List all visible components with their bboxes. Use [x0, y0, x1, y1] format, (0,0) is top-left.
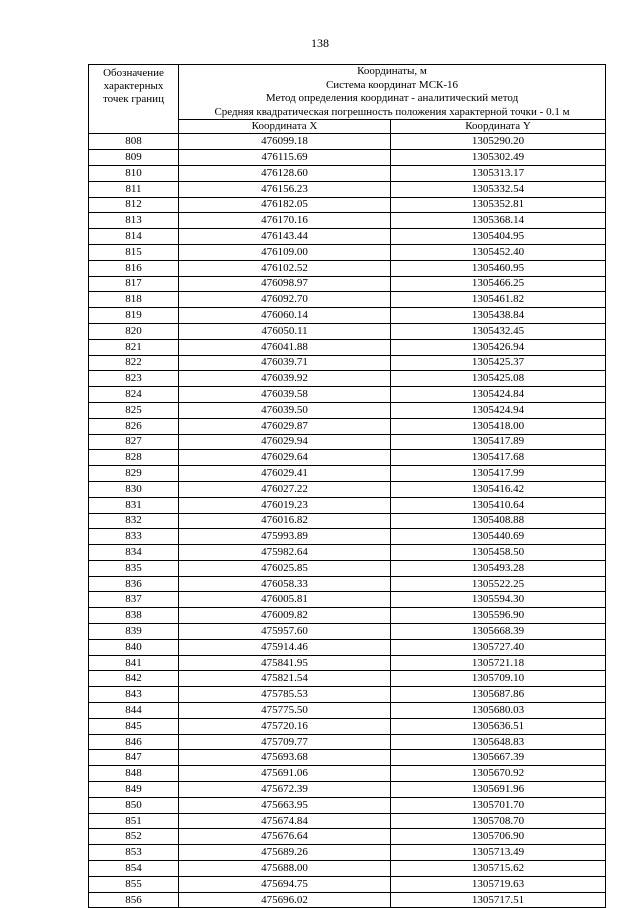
coordinate-x-cell: 475688.00 [179, 861, 391, 877]
coordinate-y-cell: 1305719.63 [391, 876, 606, 892]
coordinate-x-cell: 475674.84 [179, 813, 391, 829]
point-number-cell: 825 [89, 402, 179, 418]
table-row [89, 355, 606, 371]
point-number-cell: 820 [89, 323, 179, 339]
point-designation-header [89, 65, 179, 134]
coordinate-x-cell: 475693.68 [179, 750, 391, 766]
coordinate-x-cell: 476016.82 [179, 513, 391, 529]
coordinate-x-cell: 476182.05 [179, 197, 391, 213]
coordinate-x-cell: 475691.06 [179, 766, 391, 782]
point-number-cell: 818 [89, 292, 179, 308]
coordinate-y-cell: 1305404.95 [391, 229, 606, 245]
coordinates-unit-label: Координаты, м [357, 65, 427, 77]
coordinate-y-cell: 1305466.25 [391, 276, 606, 292]
coordinate-y-cell: 1305727.40 [391, 639, 606, 655]
coordinate-x-cell: 476019.23 [179, 497, 391, 513]
point-number-cell: 835 [89, 560, 179, 576]
coordinate-x-cell: 475785.53 [179, 687, 391, 703]
table-row [89, 260, 606, 276]
coordinate-x-cell: 476050.11 [179, 323, 391, 339]
coordinate-y-cell: 1305332.54 [391, 181, 606, 197]
point-number-cell: 841 [89, 655, 179, 671]
point-number-cell: 838 [89, 608, 179, 624]
coordinate-y-cell: 1305425.08 [391, 371, 606, 387]
coordinate-y-cell: 1305667.39 [391, 750, 606, 766]
coordinate-y-cell: 1305352.81 [391, 197, 606, 213]
coordinate-y-cell: 1305426.94 [391, 339, 606, 355]
header-text: точек границ [103, 93, 164, 105]
point-number-cell: 812 [89, 197, 179, 213]
coordinate-y-cell: 1305461.82 [391, 292, 606, 308]
point-number-cell: 848 [89, 766, 179, 782]
coordinate-y-cell: 1305668.39 [391, 624, 606, 640]
coordinate-x-cell: 475957.60 [179, 624, 391, 640]
coordinate-y-cell: 1305452.40 [391, 244, 606, 260]
coordinate-y-cell: 1305424.94 [391, 402, 606, 418]
coordinate-y-cell: 1305721.18 [391, 655, 606, 671]
coordinate-y-cell: 1305709.10 [391, 671, 606, 687]
point-number-cell: 832 [89, 513, 179, 529]
coordinate-x-cell: 476039.71 [179, 355, 391, 371]
point-number-cell: 829 [89, 466, 179, 482]
table-row [89, 450, 606, 466]
table-row [89, 387, 606, 403]
table-row [89, 718, 606, 734]
point-number-cell: 853 [89, 845, 179, 861]
table-row [89, 876, 606, 892]
coordinate-y-cell: 1305302.49 [391, 150, 606, 166]
point-number-cell: 822 [89, 355, 179, 371]
coordinate-x-cell: 476041.88 [179, 339, 391, 355]
point-number-cell: 809 [89, 150, 179, 166]
point-number-cell: 833 [89, 529, 179, 545]
header-text: Обозначение [103, 67, 164, 79]
table-row [89, 292, 606, 308]
coordinate-x-cell: 475982.64 [179, 545, 391, 561]
table-row [89, 750, 606, 766]
coordinate-x-cell: 476092.70 [179, 292, 391, 308]
table-row [89, 655, 606, 671]
coordinate-x-cell: 475696.02 [179, 892, 391, 908]
coordinate-y-cell: 1305408.88 [391, 513, 606, 529]
coordinate-y-cell: 1305691.96 [391, 782, 606, 798]
coordinate-x-cell: 476102.52 [179, 260, 391, 276]
coordinate-x-cell: 476099.18 [179, 134, 391, 150]
coordinate-x-cell: 476029.64 [179, 450, 391, 466]
table-row [89, 592, 606, 608]
point-number-cell: 850 [89, 797, 179, 813]
point-number-cell: 808 [89, 134, 179, 150]
coordinate-x-cell: 475709.77 [179, 734, 391, 750]
column-y-header: Координата Y [391, 120, 606, 134]
table-row [89, 576, 606, 592]
table-row [89, 323, 606, 339]
table-row [89, 497, 606, 513]
coordinate-y-cell: 1305417.68 [391, 450, 606, 466]
coordinate-y-cell: 1305687.86 [391, 687, 606, 703]
table-row [89, 861, 606, 877]
coordinate-y-cell: 1305425.37 [391, 355, 606, 371]
coordinate-y-cell: 1305417.99 [391, 466, 606, 482]
coordinate-x-cell: 475841.95 [179, 655, 391, 671]
point-number-cell: 837 [89, 592, 179, 608]
point-number-cell: 815 [89, 244, 179, 260]
point-number-cell: 840 [89, 639, 179, 655]
point-number-cell: 856 [89, 892, 179, 908]
coordinate-x-cell: 475993.89 [179, 529, 391, 545]
coordinate-x-cell: 476098.97 [179, 276, 391, 292]
point-number-cell: 844 [89, 703, 179, 719]
coordinate-y-cell: 1305596.90 [391, 608, 606, 624]
table-row [89, 671, 606, 687]
point-number-cell: 828 [89, 450, 179, 466]
coordinate-y-cell: 1305708.70 [391, 813, 606, 829]
coordinate-x-cell: 476039.92 [179, 371, 391, 387]
point-number-cell: 855 [89, 876, 179, 892]
coordinate-x-cell: 475720.16 [179, 718, 391, 734]
point-number-cell: 819 [89, 308, 179, 324]
header-row-main [89, 65, 606, 120]
table-row [89, 276, 606, 292]
table-row [89, 165, 606, 181]
table-row [89, 734, 606, 750]
table-row [89, 797, 606, 813]
page-number: 138 [311, 36, 329, 50]
table-row [89, 560, 606, 576]
table-row [89, 418, 606, 434]
coordinate-x-cell: 476156.23 [179, 181, 391, 197]
coordinate-x-cell: 476005.81 [179, 592, 391, 608]
table-row [89, 892, 606, 908]
coordinate-x-cell: 476128.60 [179, 165, 391, 181]
coordinate-y-cell: 1305418.00 [391, 418, 606, 434]
coordinate-y-cell: 1305670.92 [391, 766, 606, 782]
table-row [89, 181, 606, 197]
coordinate-y-cell: 1305715.62 [391, 861, 606, 877]
table-row [89, 687, 606, 703]
coordinate-y-cell: 1305417.89 [391, 434, 606, 450]
coordinate-x-cell: 475694.75 [179, 876, 391, 892]
table-row [89, 213, 606, 229]
table-row [89, 481, 606, 497]
point-number-cell: 814 [89, 229, 179, 245]
coordinate-y-cell: 1305416.42 [391, 481, 606, 497]
table-row [89, 229, 606, 245]
coordinate-y-cell: 1305410.64 [391, 497, 606, 513]
table-row [89, 339, 606, 355]
coordinates-table-body [89, 65, 606, 908]
coordinate-y-cell: 1305648.83 [391, 734, 606, 750]
point-number-cell: 843 [89, 687, 179, 703]
point-number-cell: 813 [89, 213, 179, 229]
header-text: характерных [103, 80, 164, 92]
point-number-cell: 842 [89, 671, 179, 687]
coordinate-x-cell: 475672.39 [179, 782, 391, 798]
point-number-cell: 839 [89, 624, 179, 640]
point-number-cell: 821 [89, 339, 179, 355]
coordinate-x-cell: 476025.85 [179, 560, 391, 576]
point-number-cell: 845 [89, 718, 179, 734]
coordinate-y-cell: 1305438.84 [391, 308, 606, 324]
coordinate-x-cell: 476029.41 [179, 466, 391, 482]
table-row [89, 782, 606, 798]
point-number-cell: 824 [89, 387, 179, 403]
table-row [89, 434, 606, 450]
coordinate-system-label: Система координат МСК-16 [325, 78, 459, 91]
coordinate-y-cell: 1305493.28 [391, 560, 606, 576]
table-row [89, 371, 606, 387]
coordinate-x-cell: 476029.94 [179, 434, 391, 450]
table-row [89, 244, 606, 260]
coordinate-x-cell: 476029.87 [179, 418, 391, 434]
table-row [89, 197, 606, 213]
coordinate-y-cell: 1305440.69 [391, 529, 606, 545]
coordinate-x-cell: 476058.33 [179, 576, 391, 592]
point-number-cell: 816 [89, 260, 179, 276]
coordinate-x-cell: 475663.95 [179, 797, 391, 813]
method-label: Метод определения координат - аналитический метод [265, 92, 519, 105]
table-row [89, 829, 606, 845]
point-number-cell: 834 [89, 545, 179, 561]
coordinate-y-cell: 1305424.84 [391, 387, 606, 403]
coordinate-x-cell: 476109.00 [179, 244, 391, 260]
point-number-cell: 847 [89, 750, 179, 766]
table-row [89, 529, 606, 545]
point-number-cell: 846 [89, 734, 179, 750]
coordinate-y-cell: 1305290.20 [391, 134, 606, 150]
point-number-cell: 823 [89, 371, 179, 387]
point-number-cell: 817 [89, 276, 179, 292]
coordinate-x-cell: 475676.64 [179, 829, 391, 845]
table-row [89, 150, 606, 166]
coordinate-x-cell: 475775.50 [179, 703, 391, 719]
coordinate-y-cell: 1305368.14 [391, 213, 606, 229]
coordinate-x-cell: 475689.26 [179, 845, 391, 861]
coordinate-y-cell: 1305594.30 [391, 592, 606, 608]
coordinate-y-cell: 1305522.25 [391, 576, 606, 592]
table-row [89, 639, 606, 655]
point-number-cell: 852 [89, 829, 179, 845]
coordinate-y-cell: 1305680.03 [391, 703, 606, 719]
coordinate-y-cell: 1305460.95 [391, 260, 606, 276]
coordinate-x-cell: 476060.14 [179, 308, 391, 324]
table-row [89, 545, 606, 561]
table-row [89, 134, 606, 150]
table-row [89, 703, 606, 719]
table-row [89, 766, 606, 782]
point-number-cell: 836 [89, 576, 179, 592]
coordinate-x-cell: 476039.58 [179, 387, 391, 403]
column-x-header: Координата X [179, 120, 391, 134]
point-number-cell: 826 [89, 418, 179, 434]
coordinate-x-cell: 476170.16 [179, 213, 391, 229]
coordinate-x-cell: 475821.54 [179, 671, 391, 687]
coordinate-x-cell: 476027.22 [179, 481, 391, 497]
point-number-cell: 831 [89, 497, 179, 513]
coordinates-table [88, 64, 606, 908]
table-row [89, 813, 606, 829]
coordinate-y-cell: 1305313.17 [391, 165, 606, 181]
coordinate-y-cell: 1305717.51 [391, 892, 606, 908]
point-number-cell: 851 [89, 813, 179, 829]
coordinate-y-cell: 1305701.70 [391, 797, 606, 813]
coordinate-x-cell: 476143.44 [179, 229, 391, 245]
table-row [89, 845, 606, 861]
accuracy-label: Средняя квадратическая погрешность положения характерной точки - 0.1 м [214, 105, 570, 118]
coordinates-header [179, 65, 606, 120]
table-row [89, 608, 606, 624]
table-row [89, 308, 606, 324]
point-number-cell: 854 [89, 861, 179, 877]
point-number-cell: 827 [89, 434, 179, 450]
coordinate-x-cell: 476039.50 [179, 402, 391, 418]
coordinate-y-cell: 1305458.50 [391, 545, 606, 561]
table-row [89, 513, 606, 529]
table-row [89, 402, 606, 418]
point-number-cell: 810 [89, 165, 179, 181]
coordinate-x-cell: 476009.82 [179, 608, 391, 624]
coordinate-y-cell: 1305636.51 [391, 718, 606, 734]
point-number-cell: 830 [89, 481, 179, 497]
coordinate-y-cell: 1305432.45 [391, 323, 606, 339]
point-number-cell: 849 [89, 782, 179, 798]
coordinate-x-cell: 475914.46 [179, 639, 391, 655]
coordinate-y-cell: 1305713.49 [391, 845, 606, 861]
coordinate-x-cell: 476115.69 [179, 150, 391, 166]
point-number-cell: 811 [89, 181, 179, 197]
table-row [89, 624, 606, 640]
coordinate-y-cell: 1305706.90 [391, 829, 606, 845]
table-row [89, 466, 606, 482]
